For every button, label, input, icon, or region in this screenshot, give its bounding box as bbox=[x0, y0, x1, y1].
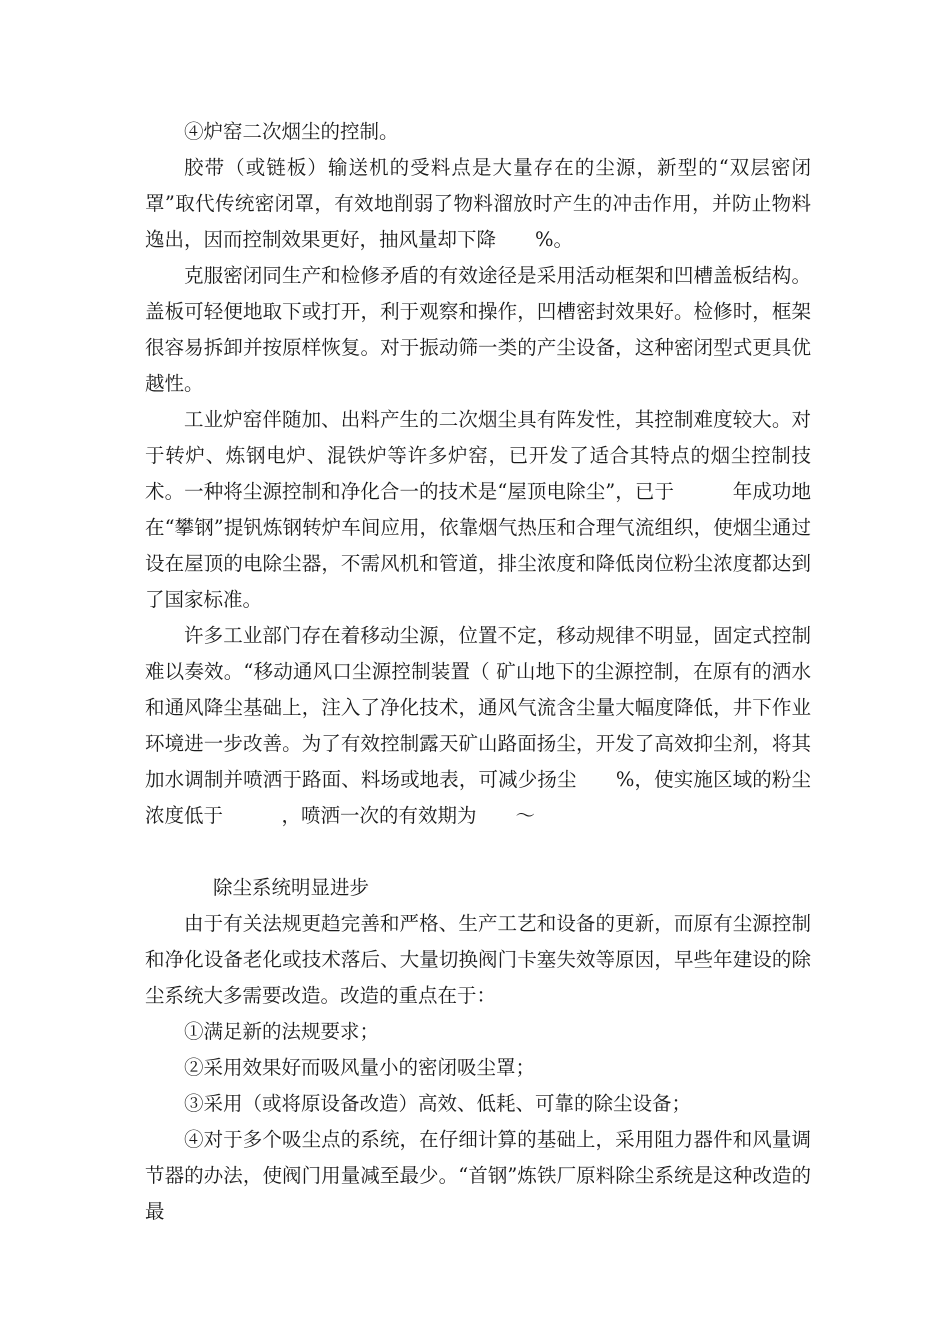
paragraph-kiln-secondary-dust: 工业炉窑伴随加、出料产生的二次烟尘具有阵发性，其控制难度较大。对于转炉、炼钢电炉、混铁炉等许多炉窑，已开发了适合其特点的烟尘控制技术。一种将尘源控制和净化合一的技术是“屋顶电除尘”，已于 年成功地在“攀钢”提钒炼钢转炉车间应用，依靠烟气热压和合理气流组织，使烟尘通过设在屋顶的电除尘器，不需风机和管道，排尘浓度和降低岗位粉尘浓度都达到了国家标准。 bbox=[145, 408, 811, 611]
paragraph-enclosure-maintenance: 克服密闭同生产和检修矛盾的有效途径是采用活动框架和凹槽盖板结构。盖板可轻便地取下或打开，利于观察和操作，凹槽密封效果好。检修时，框架很容易拆卸并按原样恢复。对于振动筛一类的产尘设备，这种密闭型式更具优越性。 bbox=[145, 264, 811, 395]
paragraph-mobile-dust-sources: 许多工业部门存在着移动尘源，位置不定，移动规律不明显，固定式控制难以奏效。“移动通风口尘源控制装置（ 矿山地下的尘源控制，在原有的洒水和通风降尘基础上，注入了净化技术，通风气流含尘量大幅度降低，井下作业环境进一步改善。为了有效控制露天矿山路面扬尘，开发了高效抑尘剂，将其加水调制并喷洒于路面、料场或地表，可减少扬尘 %，使实施区域的粉尘浓度低于 ，喷洒一次的有效期为 ～ bbox=[145, 624, 811, 827]
list-item-regulations: ①满足新的法规要求； bbox=[184, 1020, 380, 1043]
paragraph-kiln-dust-title: ④炉窑二次烟尘的控制。 bbox=[184, 120, 399, 143]
list-item-equipment: ③采用（或将原设备改造）高效、低耗、可靠的除尘设备； bbox=[184, 1092, 692, 1115]
list-item-hoods: ②采用效果好而吸风量小的密闭吸尘罩； bbox=[184, 1056, 536, 1079]
document-page bbox=[145, 114, 811, 1230]
paragraph-conveyor-enclosure: 胶带（或链板）输送机的受料点是大量存在的尘源，新型的“双层密闭罩”取代传统密闭罩，有效地削弱了物料溜放时产生的冲击作用，并防止物料逸出，因而控制效果更好，抽风量却下降 %。 bbox=[145, 156, 811, 251]
blank-line bbox=[145, 834, 811, 870]
paragraph-system-retrofit: 由于有关法规更趋完善和严格、生产工艺和设备的更新，而原有尘源控制和净化设备老化或技术落后、大量切换阀门卡塞失效等原因，早些年建设的除尘系统大多需要改造。改造的重点在于： bbox=[145, 912, 811, 1007]
section-heading: 除尘系统明显进步 bbox=[213, 876, 370, 899]
list-item-valves: ④对于多个吸尘点的系统，在仔细计算的基础上，采用阻力器件和风量调节器的办法，使阀门用量减至最少。“首钢”炼铁厂原料除尘系统是这种改造的最 bbox=[145, 1128, 811, 1223]
